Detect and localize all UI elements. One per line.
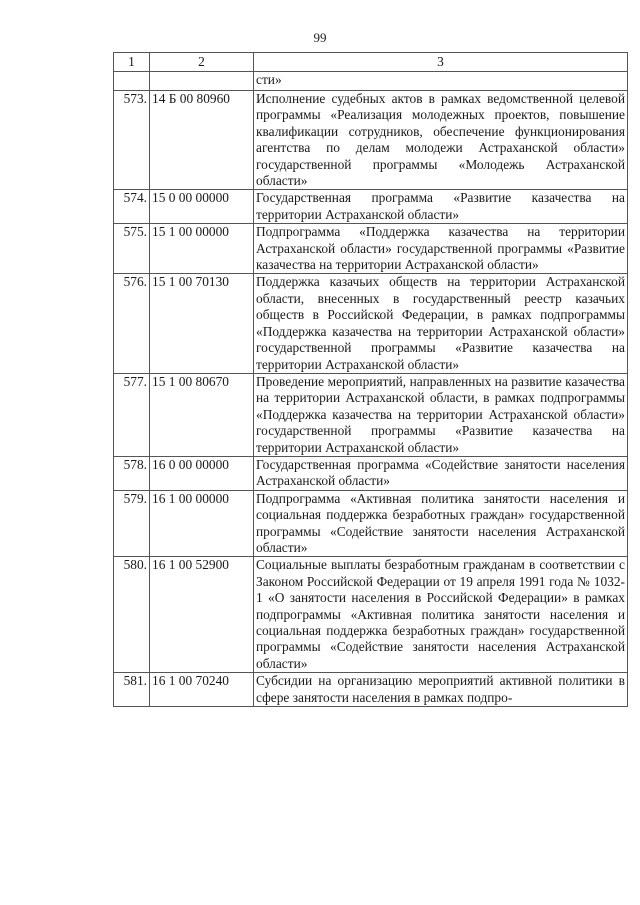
table-header <box>114 53 628 72</box>
table-header-row <box>114 53 628 72</box>
row-number <box>114 72 150 91</box>
row-code: 15 1 00 00000 <box>150 224 254 274</box>
row-text: Исполнение судебных актов в рамках ведомственной целевой программы «Реализация молодежных проектов, повышение квалификации сотрудников, обеспечение функционирования агентства по делам молодежи Астраханской области» государственной программы «Молодежь Астраханской области» <box>254 91 628 190</box>
row-code: 15 1 00 80670 <box>150 373 254 456</box>
row-code: 16 1 00 00000 <box>150 490 254 557</box>
row-text: Социальные выплаты безработным гражданам в соответствии с Законом Российской Федерации от 19 апреля 1991 года № 1032-1 «О занятости населения в Российской Федерации» в рамках подпрограммы «Активная политика занятости населения и социальная поддержка безработных граждан» государственной программы «Содействие занятости населения Астраханской области» <box>254 557 628 673</box>
table-row <box>114 456 628 490</box>
table-row <box>114 190 628 224</box>
row-number: 578. <box>114 456 150 490</box>
column-header-2: 2 <box>150 53 254 72</box>
row-text: Государственная программа «Содействие занятости населения Астраханской области» <box>254 456 628 490</box>
table-row <box>114 224 628 274</box>
row-text: Государственная программа «Развитие казачества на территории Астраханской области» <box>254 190 628 224</box>
row-text: Подпрограмма «Поддержка казачества на территории Астраханской области» государственной программы «Развитие казачества на территории Астраханской области» <box>254 224 628 274</box>
document-table <box>113 52 628 707</box>
row-code: 16 1 00 52900 <box>150 557 254 673</box>
row-number: 580. <box>114 557 150 673</box>
table-row <box>114 490 628 557</box>
row-number: 575. <box>114 224 150 274</box>
row-number: 579. <box>114 490 150 557</box>
table-body <box>114 72 628 707</box>
table-row <box>114 91 628 190</box>
row-code: 14 Б 00 80960 <box>150 91 254 190</box>
page-number: 99 <box>313 30 327 45</box>
table-row <box>114 274 628 373</box>
table-row <box>114 72 628 91</box>
row-code: 15 0 00 00000 <box>150 190 254 224</box>
row-number: 576. <box>114 274 150 373</box>
row-code <box>150 72 254 91</box>
table-row <box>114 557 628 673</box>
table-row <box>114 673 628 707</box>
row-text: сти» <box>254 72 628 91</box>
row-text: Субсидии на организацию мероприятий активной политики в сфере занятости населения в рамках подпро- <box>254 673 628 707</box>
row-number: 574. <box>114 190 150 224</box>
row-number: 573. <box>114 91 150 190</box>
row-code: 15 1 00 70130 <box>150 274 254 373</box>
row-code: 16 0 00 00000 <box>150 456 254 490</box>
row-number: 581. <box>114 673 150 707</box>
row-code: 16 1 00 70240 <box>150 673 254 707</box>
row-text: Подпрограмма «Активная политика занятости населения и социальная поддержка безработных граждан» государственной программы «Содействие занятости населения Астраханской области» <box>254 490 628 557</box>
table-row <box>114 373 628 456</box>
row-text: Поддержка казачьих обществ на территории Астраханской области, внесенных в государственный реестр казачьих обществ в Российской Федерации, в рамках подпрограммы «Поддержка казачества на территории Астраханской области» государственной программы «Развитие казачества на территории Астраханской области» <box>254 274 628 373</box>
column-header-3: 3 <box>254 53 628 72</box>
row-text: Проведение мероприятий, направленных на развитие казачества на территории Астраханской области, в рамках подпрограммы «Поддержка казачества на территории Астраханской области» государственной программы «Развитие казачества на территории Астраханской области» <box>254 373 628 456</box>
column-header-1: 1 <box>114 53 150 72</box>
row-number: 577. <box>114 373 150 456</box>
